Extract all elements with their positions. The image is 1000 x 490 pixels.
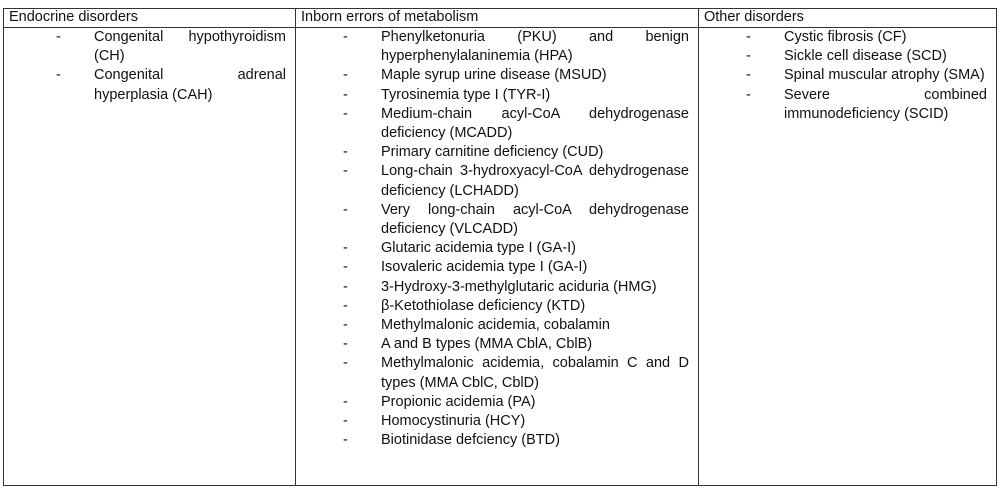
list-item-text: Congenital adrenal hyperplasia (CAH) (94, 67, 286, 103)
list-item-text: Biotinidase defciency (BTD) (381, 432, 560, 449)
list-item-text: Congenital hypothyroidism (CH) (94, 29, 286, 65)
bullet-dash: - (343, 144, 348, 161)
list-item-text: Isovaleric acidemia type I (GA-I) (381, 259, 588, 276)
list-item (704, 28, 991, 47)
other-disorders-list (704, 28, 991, 124)
list-item (301, 258, 693, 277)
list-item (704, 86, 991, 124)
list-item-text: Very long-chain acyl-CoA dehydrogenase deficiency (VLCADD) (381, 201, 689, 238)
list-item-text: Long-chain 3-hydroxyacyl-CoA dehydrogenase deficiency (LCHADD) (381, 163, 689, 199)
bullet-dash: - (343, 278, 348, 295)
list-item (9, 66, 290, 104)
list-item-text: Phenylketonuria (PKU) and benign hyperphenylalaninemia (HPA) (381, 29, 689, 65)
list-item (301, 431, 693, 450)
list-item-text: β-Ketothiolase deficiency (KTD) (381, 297, 586, 314)
body-row (4, 28, 997, 486)
list-item-text: Propionic acidemia (PA) (381, 393, 536, 410)
bullet-dash: - (343, 317, 348, 334)
bullet-dash: - (343, 201, 348, 218)
inborn-errors-cell (296, 28, 699, 486)
list-item-text: Spinal muscular atrophy (SMA) (784, 67, 985, 84)
endocrine-disorders-cell (4, 28, 296, 486)
bullet-dash: - (343, 67, 348, 84)
list-item (704, 66, 991, 85)
bullet-dash: - (56, 29, 61, 45)
list-item (301, 316, 693, 335)
list-item (301, 162, 693, 200)
list-item-text: Medium-chain acyl-CoA dehydrogenase deficiency (MCADD) (381, 105, 689, 142)
list-item-text: Maple syrup urine disease (MSUD) (381, 67, 607, 84)
bullet-dash: - (746, 86, 751, 103)
list-item (301, 86, 693, 105)
bullet-dash: - (746, 29, 751, 45)
list-item (301, 335, 693, 354)
other-disorders-cell (699, 28, 997, 486)
bullet-dash: - (56, 67, 61, 84)
bullet-dash: - (343, 355, 348, 372)
list-item-text: Homocystinuria (HCY) (381, 413, 526, 430)
header-row (4, 9, 997, 28)
list-item (9, 28, 290, 66)
bullet-dash: - (343, 86, 348, 103)
list-item-text: Cystic fibrosis (CF) (784, 29, 907, 45)
bullet-dash: - (343, 163, 348, 180)
list-item (301, 297, 693, 316)
list-item-text: Severe combined immunodeficiency (SCID) (784, 86, 987, 122)
bullet-dash: - (343, 259, 348, 276)
list-item (301, 143, 693, 162)
list-item-text: A and B types (MMA CblA, CblB) (381, 336, 593, 353)
bullet-dash: - (343, 29, 348, 45)
list-item (301, 105, 693, 143)
list-item (301, 239, 693, 258)
endocrine-disorders-list (9, 28, 290, 105)
bullet-dash: - (746, 48, 751, 65)
bullet-dash: - (343, 240, 348, 257)
bullet-dash: - (343, 297, 348, 314)
header-inborn-errors-of-metabolism: Inborn errors of metabolism (296, 9, 699, 28)
inborn-errors-list (301, 28, 693, 450)
list-item-text: Sickle cell disease (SCD) (784, 48, 947, 65)
list-item (301, 28, 693, 66)
bullet-dash: - (343, 105, 348, 122)
bullet-dash: - (343, 432, 348, 449)
list-item (301, 412, 693, 431)
list-item-text: 3-Hydroxy-3-methylglutaric aciduria (HMG) (381, 278, 657, 295)
list-item-text: Tyrosinemia type I (TYR-I) (381, 86, 551, 103)
list-item-text: Primary carnitine deficiency (CUD) (381, 144, 604, 161)
list-item (301, 201, 693, 239)
list-item (301, 278, 693, 297)
list-item (301, 393, 693, 412)
list-item (301, 66, 693, 85)
list-item-text: Methylmalonic acidemia, cobalamin (381, 317, 610, 334)
bullet-dash: - (343, 413, 348, 430)
bullet-dash: - (746, 67, 751, 84)
disorders-table (3, 8, 997, 486)
list-item (704, 47, 991, 66)
list-item-text: Methylmalonic acidemia, cobalamin C and D types (MMA CblC, CblD) (381, 355, 689, 391)
list-item (301, 354, 693, 392)
bullet-dash: - (343, 393, 348, 410)
header-other-disorders: Other disorders (699, 9, 997, 28)
header-endocrine-disorders: Endocrine disorders (4, 9, 296, 28)
bullet-dash: - (343, 336, 348, 353)
list-item-text: Glutaric acidemia type I (GA-I) (381, 240, 576, 257)
